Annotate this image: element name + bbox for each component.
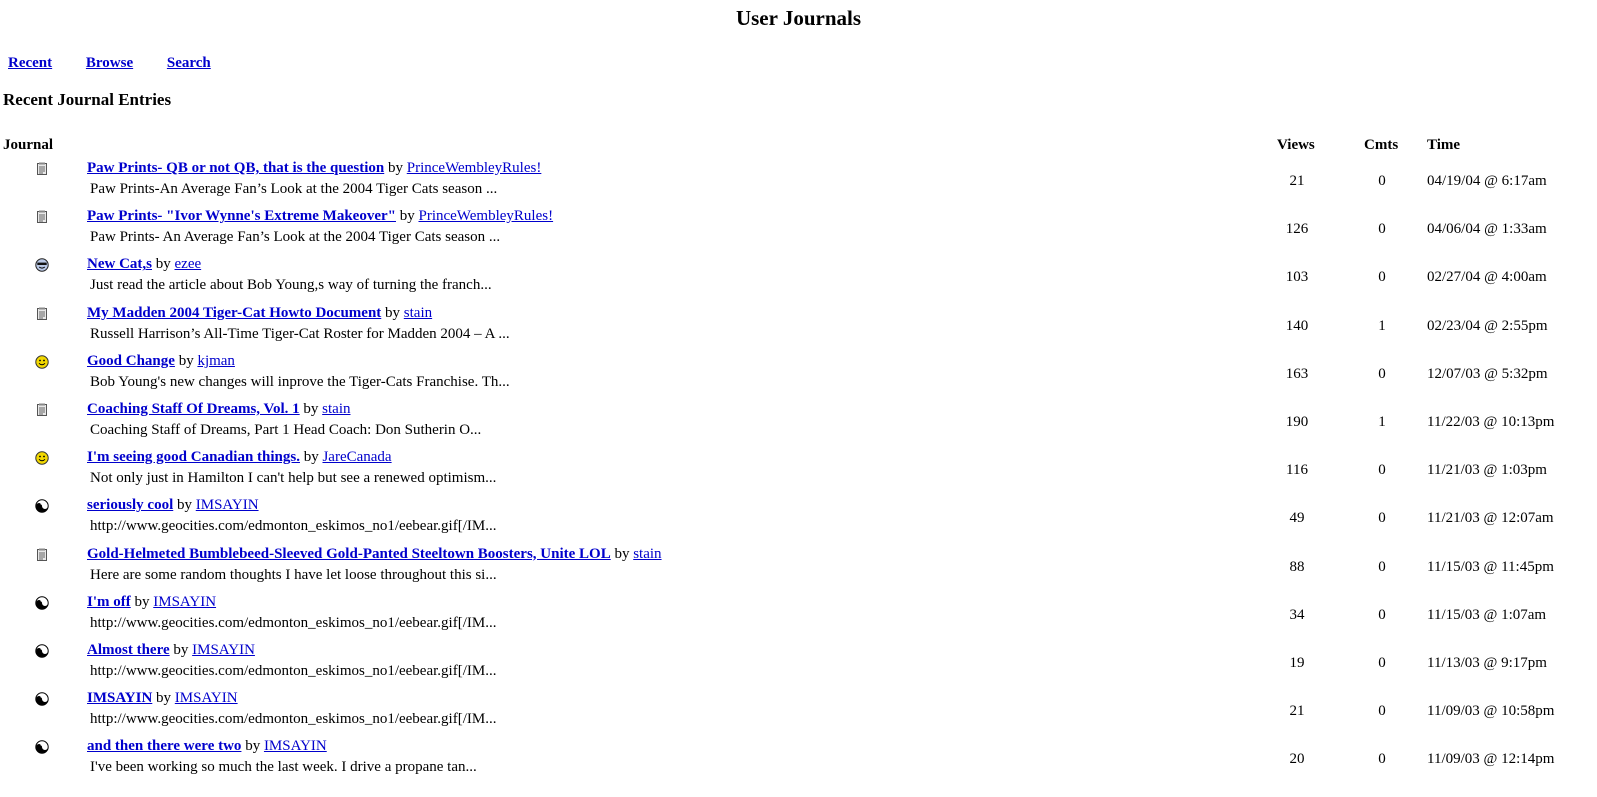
journal-row bbox=[0, 690, 1597, 738]
entry-title-link[interactable]: seriously cool bbox=[87, 497, 174, 514]
entry-excerpt: Paw Prints-An Average Fan’s Look at the 2004 Tiger Cats season ... bbox=[90, 181, 498, 197]
entry-views: 116 bbox=[1286, 462, 1308, 479]
entry-views: 21 bbox=[1289, 173, 1305, 189]
entry-excerpt: Paw Prints- An Average Fan’s Look at the 2004 Tiger Cats season ... bbox=[90, 229, 501, 246]
entry-views: 49 bbox=[1289, 510, 1305, 527]
entry-views: 88 bbox=[1289, 558, 1305, 575]
by-label: by bbox=[399, 208, 415, 225]
entry-heading bbox=[87, 353, 235, 370]
notepad-icon bbox=[35, 548, 49, 562]
entry-excerpt: http://www.geocities.com/edmonton_eskimos_no1/eebear.gif[/IM... bbox=[90, 518, 497, 535]
entry-views: 126 bbox=[1285, 221, 1309, 238]
entry-title-link[interactable]: Coaching Staff Of Dreams, Vol. 1 bbox=[87, 400, 300, 417]
by-label: by bbox=[303, 449, 319, 466]
by-label: by bbox=[134, 593, 150, 610]
entry-time: 04/06/04 @ 1:33am bbox=[1427, 221, 1547, 238]
journal-row bbox=[0, 256, 1597, 304]
entry-time: 11/09/03 @ 12:14pm bbox=[1427, 751, 1555, 768]
notepad-icon bbox=[35, 162, 49, 176]
entry-heading bbox=[87, 160, 541, 177]
entry-views: 140 bbox=[1285, 317, 1309, 334]
by-label: by bbox=[245, 738, 261, 755]
entry-comments-count: 0 bbox=[1378, 703, 1386, 720]
entry-excerpt: Not only just in Hamilton I can't help but see a renewed optimism... bbox=[90, 470, 497, 487]
entry-author-link[interactable]: stain bbox=[403, 304, 433, 321]
notepad-icon bbox=[35, 403, 49, 417]
journal-row bbox=[0, 160, 1597, 208]
entry-heading bbox=[87, 256, 201, 273]
entry-time: 11/21/03 @ 1:03pm bbox=[1427, 462, 1547, 479]
entry-excerpt: Just read the article about Bob Young,s way of turning the franch... bbox=[90, 277, 492, 294]
journal-row bbox=[0, 353, 1597, 401]
entry-views: 163 bbox=[1285, 365, 1309, 382]
entry-excerpt: I've been working so much the last week. I drive a propane tan... bbox=[90, 759, 477, 776]
entry-heading bbox=[87, 208, 553, 225]
entry-views: 103 bbox=[1285, 269, 1309, 286]
entry-excerpt: Here are some random thoughts I have let loose throughout this si... bbox=[90, 566, 497, 583]
entry-title-link[interactable]: Good Change bbox=[87, 352, 175, 369]
entry-heading bbox=[87, 497, 259, 514]
entry-title-link[interactable]: I'm off bbox=[87, 593, 131, 610]
entry-excerpt: Russell Harrison’s All-Time Tiger-Cat Roster for Madden 2004 – A ... bbox=[90, 325, 510, 342]
entry-time: 11/13/03 @ 9:17pm bbox=[1427, 654, 1547, 671]
entry-excerpt: Bob Young's new changes will inprove the Tiger-Cats Franchise. Th... bbox=[90, 373, 510, 390]
entry-heading bbox=[87, 546, 662, 563]
entry-title-link[interactable]: Gold-Helmeted Bumblebeed-Sleeved Gold-Panted Steeltown Boosters, Unite LOL bbox=[87, 545, 611, 562]
entry-title-link[interactable]: IMSAYIN bbox=[87, 690, 153, 707]
entry-time: 04/19/04 @ 6:17am bbox=[1427, 173, 1547, 189]
journal-row bbox=[0, 305, 1597, 353]
by-label: by bbox=[156, 690, 172, 707]
entry-author-link[interactable]: IMSAYIN bbox=[263, 738, 327, 755]
column-header-views: Views bbox=[1277, 137, 1315, 153]
entry-heading bbox=[87, 401, 351, 418]
entry-time: 11/21/03 @ 12:07am bbox=[1427, 510, 1554, 527]
notepad-icon bbox=[35, 307, 49, 321]
journal-row bbox=[0, 208, 1597, 256]
smiley-icon bbox=[35, 451, 49, 465]
yin-yang-icon bbox=[35, 499, 49, 513]
column-header-cmts: Cmts bbox=[1364, 137, 1399, 153]
entry-excerpt: Coaching Staff of Dreams, Part 1 Head Coach: Don Sutherin O... bbox=[90, 421, 482, 438]
entry-comments-count: 0 bbox=[1378, 510, 1386, 527]
entry-heading bbox=[87, 738, 327, 755]
entry-heading bbox=[87, 594, 216, 611]
entry-comments-count: 0 bbox=[1378, 462, 1386, 479]
entry-author-link[interactable]: PrinceWembleyRules! bbox=[418, 208, 554, 225]
entry-comments-count: 1 bbox=[1378, 317, 1386, 334]
entry-title-link[interactable]: New Cat,s bbox=[87, 256, 152, 273]
entry-author-link[interactable]: stain bbox=[633, 545, 662, 562]
yin-yang-icon bbox=[35, 644, 49, 658]
entry-title-link[interactable]: and then there were two bbox=[87, 738, 242, 755]
journal-row bbox=[0, 594, 1597, 642]
entry-author-link[interactable]: IMSAYIN bbox=[192, 641, 255, 658]
entry-time: 11/09/03 @ 10:58pm bbox=[1427, 703, 1555, 720]
entry-views: 34 bbox=[1289, 606, 1305, 623]
entry-comments-count: 0 bbox=[1378, 221, 1386, 238]
entry-views: 19 bbox=[1289, 654, 1305, 671]
entry-heading bbox=[87, 449, 392, 466]
entry-comments-count: 0 bbox=[1378, 606, 1386, 623]
journal-row bbox=[0, 546, 1597, 594]
entry-author-link[interactable]: JareCanada bbox=[322, 449, 392, 466]
by-label: by bbox=[614, 545, 630, 562]
entry-excerpt: http://www.geocities.com/edmonton_eskimos_no1/eebear.gif[/IM... bbox=[90, 614, 497, 631]
entry-time: 02/27/04 @ 4:00am bbox=[1427, 269, 1547, 286]
entry-comments-count: 0 bbox=[1378, 365, 1386, 382]
notepad-icon bbox=[35, 210, 49, 224]
entry-time: 11/22/03 @ 10:13pm bbox=[1427, 413, 1555, 430]
entry-time: 11/15/03 @ 11:45pm bbox=[1427, 558, 1554, 575]
entry-excerpt: http://www.geocities.com/edmonton_eskimos_no1/eebear.gif[/IM... bbox=[90, 711, 497, 728]
entry-author-link[interactable]: IMSAYIN bbox=[174, 690, 238, 707]
by-label: by bbox=[388, 160, 403, 176]
entry-comments-count: 0 bbox=[1378, 269, 1386, 286]
entry-comments-count: 0 bbox=[1378, 173, 1386, 189]
by-label: by bbox=[155, 256, 171, 273]
entry-title-link[interactable]: My Madden 2004 Tiger-Cat Howto Document bbox=[87, 304, 382, 321]
nav-recent-link[interactable]: Recent bbox=[8, 55, 53, 71]
journal-row bbox=[0, 642, 1597, 690]
entry-author-link[interactable]: IMSAYIN bbox=[153, 593, 217, 610]
yin-yang-icon bbox=[35, 692, 49, 706]
by-label: by bbox=[173, 641, 189, 658]
entry-views: 21 bbox=[1289, 703, 1305, 720]
journal-row bbox=[0, 449, 1597, 497]
entry-title-link[interactable]: Paw Prints- QB or not QB, that is the question bbox=[87, 160, 385, 176]
entry-author-link[interactable]: kjman bbox=[197, 352, 235, 369]
column-header-time: Time bbox=[1427, 137, 1461, 153]
page-title: User Journals bbox=[735, 6, 862, 30]
entry-author-link[interactable]: IMSAYIN bbox=[195, 497, 259, 514]
entry-time: 11/15/03 @ 1:07am bbox=[1427, 606, 1547, 623]
nav-browse-link[interactable]: Browse bbox=[85, 55, 134, 71]
yin-yang-icon bbox=[35, 740, 49, 754]
nav-search-link[interactable]: Search bbox=[166, 55, 211, 71]
smiley-icon bbox=[35, 355, 49, 369]
entry-heading bbox=[87, 690, 238, 707]
entry-comments-count: 0 bbox=[1378, 654, 1386, 671]
entry-title-link[interactable]: Almost there bbox=[87, 641, 170, 658]
entry-title-link[interactable]: I'm seeing good Canadian things. bbox=[87, 449, 300, 466]
entry-comments-count: 0 bbox=[1378, 751, 1386, 768]
entry-views: 20 bbox=[1289, 751, 1305, 768]
by-label: by bbox=[178, 352, 194, 369]
entry-title-link[interactable]: Paw Prints- "Ivor Wynne's Extreme Makeover" bbox=[87, 208, 396, 225]
entry-comments-count: 1 bbox=[1378, 413, 1386, 430]
by-label: by bbox=[385, 304, 401, 321]
entry-time: 12/07/03 @ 5:32pm bbox=[1427, 365, 1548, 382]
top-nav bbox=[8, 55, 241, 72]
entry-author-link[interactable]: PrinceWembleyRules! bbox=[406, 160, 542, 176]
entry-author-link[interactable]: stain bbox=[322, 400, 351, 417]
entry-heading bbox=[87, 642, 255, 659]
by-label: by bbox=[303, 400, 319, 417]
journal-row bbox=[0, 401, 1597, 449]
column-header-journal: Journal bbox=[3, 137, 54, 153]
cool-face-icon bbox=[35, 258, 49, 272]
entry-views: 190 bbox=[1285, 413, 1309, 430]
yin-yang-icon bbox=[35, 596, 49, 610]
entry-time: 02/23/04 @ 2:55pm bbox=[1427, 317, 1548, 334]
entry-excerpt: http://www.geocities.com/edmonton_eskimos_no1/eebear.gif[/IM... bbox=[90, 662, 497, 679]
section-title: Recent Journal Entries bbox=[3, 90, 172, 109]
journal-row bbox=[0, 497, 1597, 545]
entry-heading bbox=[87, 305, 432, 322]
journal-row bbox=[0, 738, 1597, 786]
entry-comments-count: 0 bbox=[1378, 558, 1386, 575]
journal-list bbox=[0, 160, 1597, 786]
entry-author-link[interactable]: ezee bbox=[174, 256, 202, 273]
by-label: by bbox=[177, 497, 192, 514]
